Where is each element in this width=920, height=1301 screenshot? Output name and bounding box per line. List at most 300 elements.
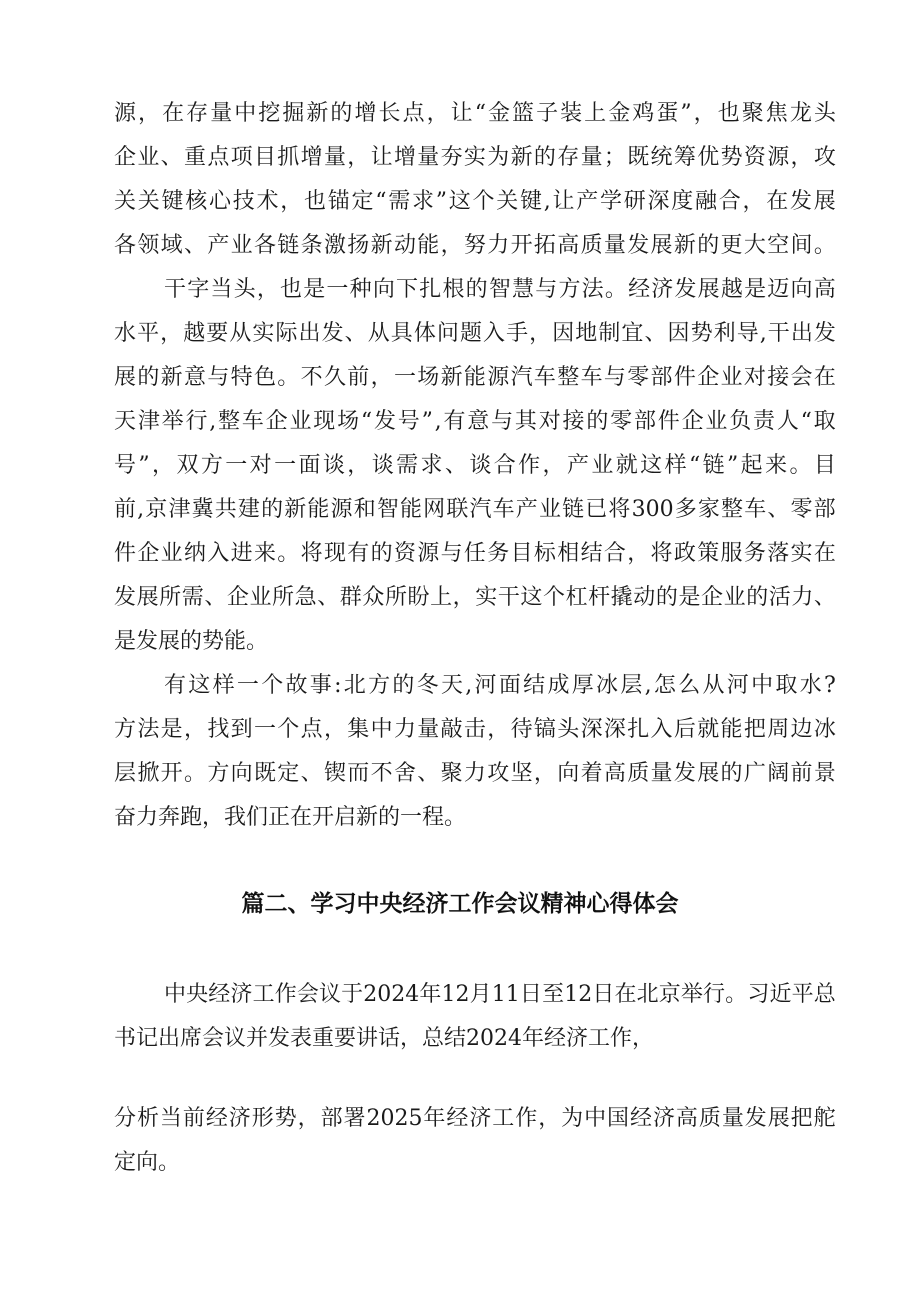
glyph: 后 xyxy=(673,717,696,742)
glyph: 来 xyxy=(765,453,788,478)
glyph: 迈 xyxy=(767,277,790,302)
glyph: 能 xyxy=(720,717,743,742)
glyph: 业 xyxy=(230,233,253,258)
glyph: “ xyxy=(474,101,486,126)
glyph: 的 xyxy=(370,541,393,566)
glyph: 是 xyxy=(303,277,326,302)
glyph: 势 xyxy=(274,1106,297,1131)
glyph: ， xyxy=(347,453,370,478)
glyph: 上 xyxy=(584,101,607,126)
glyph: 样 xyxy=(212,673,235,698)
glyph: 有 xyxy=(443,409,466,434)
glyph: ， xyxy=(487,717,510,742)
glyph: 核 xyxy=(185,189,208,214)
text-line xyxy=(114,99,836,129)
glyph: 人 xyxy=(776,409,799,434)
glyph: 发 xyxy=(813,321,836,346)
glyph: 件 xyxy=(673,365,696,390)
glyph: 部 xyxy=(633,409,656,434)
glyph: 、 xyxy=(317,585,340,610)
glyph: 场 xyxy=(417,365,440,390)
glyph: 智 xyxy=(488,277,511,302)
glyph: 一 xyxy=(225,453,248,478)
glyph: 键 xyxy=(519,189,542,214)
glyph: 个 xyxy=(261,673,284,698)
glyph: 津 xyxy=(137,409,160,434)
glyph: ” xyxy=(138,453,150,478)
glyph: 将 xyxy=(300,541,323,566)
glyph: 车 xyxy=(580,365,603,390)
glyph: 定 xyxy=(277,761,300,786)
glyph: 政 xyxy=(673,541,696,566)
text-line xyxy=(114,495,836,525)
glyph: 杠 xyxy=(565,585,588,610)
glyph: 一 xyxy=(326,277,349,302)
glyph: 向 xyxy=(230,761,253,786)
glyph: 发 xyxy=(674,277,697,302)
glyph: 月 xyxy=(469,982,492,1007)
glyph: 发 xyxy=(627,233,650,258)
glyph: 量 xyxy=(210,101,233,126)
glyph: 法 xyxy=(137,717,160,742)
glyph: 件 xyxy=(657,409,680,434)
glyph: 津 xyxy=(168,497,191,522)
glyph: 慧 xyxy=(512,277,535,302)
glyph: 经 xyxy=(208,982,231,1007)
glyph: 术 xyxy=(256,189,279,214)
glyph: 广 xyxy=(743,761,766,786)
glyph: ， xyxy=(529,321,552,346)
glyph: 的 xyxy=(746,585,769,610)
glyph: 研 xyxy=(623,189,646,214)
glyph: 到 xyxy=(230,717,253,742)
glyph: 攻 xyxy=(487,761,510,786)
glyph: 实 xyxy=(463,145,486,170)
glyph: 部 xyxy=(320,1106,343,1131)
glyph: 天 xyxy=(114,409,137,434)
glyph: 的 xyxy=(261,497,284,522)
glyph: 体 xyxy=(413,321,436,346)
glyph: 行 xyxy=(185,409,208,434)
glyph: 源 xyxy=(114,101,137,126)
glyph: 共 xyxy=(214,497,237,522)
glyph: 存 xyxy=(557,145,580,170)
glyph: 发 xyxy=(373,409,396,434)
glyph: 企 xyxy=(697,365,720,390)
glyph: 篮 xyxy=(512,101,535,126)
glyph: 新 xyxy=(673,233,696,258)
glyph: 需 xyxy=(388,189,411,214)
glyph: 制 xyxy=(598,321,621,346)
glyph: 中 xyxy=(370,717,393,742)
glyph: 网 xyxy=(423,497,446,522)
glyph: 故 xyxy=(285,673,308,698)
glyph: 既 xyxy=(253,761,276,786)
glyph: 的 xyxy=(137,365,160,390)
glyph: 让 xyxy=(552,189,575,214)
glyph: 新 xyxy=(306,101,329,126)
glyph: 冰 xyxy=(813,717,836,742)
glyph: 举 xyxy=(680,982,703,1007)
glyph: 日 xyxy=(519,982,542,1007)
glyph: 有 xyxy=(347,541,370,566)
glyph: 一 xyxy=(274,453,297,478)
glyph: 冬 xyxy=(416,673,439,698)
glyph: 的 xyxy=(586,409,609,434)
glyph: 层 xyxy=(620,673,643,698)
glyph: 字 xyxy=(187,277,210,302)
glyph: 蛋 xyxy=(656,101,679,126)
text-line: 是发展的势能。 xyxy=(114,629,269,654)
glyph: 对 xyxy=(249,453,272,478)
glyph: 谈 xyxy=(469,453,492,478)
glyph: 多 xyxy=(674,497,697,522)
glyph: 发 xyxy=(744,1106,767,1131)
glyph: 深 xyxy=(647,189,670,214)
glyph: 找 xyxy=(207,717,230,742)
glyph: ， xyxy=(280,189,303,214)
glyph: 链 xyxy=(702,453,725,478)
glyph: 家 xyxy=(697,497,720,522)
glyph: 号 xyxy=(114,453,137,478)
glyph: 坚 xyxy=(510,761,533,786)
glyph: 、 xyxy=(344,321,367,346)
glyph: 地 xyxy=(575,321,598,346)
glyph: 工 xyxy=(252,982,275,1007)
text-line: 奋力奔跑，我们正在开启新的一程。 xyxy=(114,805,467,830)
glyph: 将 xyxy=(650,541,673,566)
glyph: 署 xyxy=(343,1106,366,1131)
glyph: 久 xyxy=(323,365,346,390)
glyph: 至 xyxy=(542,982,565,1007)
glyph: 点 xyxy=(402,101,425,126)
glyph: 就 xyxy=(697,717,720,742)
glyph: 展 xyxy=(136,585,159,610)
text-line xyxy=(164,275,836,305)
glyph: 析 xyxy=(136,1106,159,1131)
glyph: ， xyxy=(138,101,161,126)
glyph: 为 xyxy=(487,145,510,170)
glyph: 从 xyxy=(229,321,252,346)
glyph: 高 xyxy=(813,277,836,302)
text-line xyxy=(164,980,836,1010)
glyph: 量 xyxy=(580,145,603,170)
glyph: 前 xyxy=(182,1106,205,1131)
glyph: 分 xyxy=(114,1106,137,1131)
glyph: 济 xyxy=(230,982,253,1007)
glyph: 筹 xyxy=(673,145,696,170)
glyph: 有 xyxy=(164,673,187,698)
glyph: 求 xyxy=(420,453,443,478)
glyph: ， xyxy=(538,1106,561,1131)
glyph: 2025 xyxy=(366,1106,423,1131)
glyph: 业 xyxy=(591,453,614,478)
glyph: 经 xyxy=(630,1106,653,1131)
glyph: 双 xyxy=(176,453,199,478)
glyph: 更 xyxy=(720,233,743,258)
glyph: 产 xyxy=(566,453,589,478)
glyph: 点 xyxy=(207,145,230,170)
glyph: 当 xyxy=(159,1106,182,1131)
glyph: 和 xyxy=(353,497,376,522)
glyph: 量 xyxy=(417,717,440,742)
glyph: 展 xyxy=(650,233,673,258)
glyph: 聚 xyxy=(741,101,764,126)
glyph: 这 xyxy=(448,189,471,214)
glyph: 干 xyxy=(497,585,520,610)
glyph: 标 xyxy=(533,541,556,566)
glyph: 谈 xyxy=(371,453,394,478)
glyph: 产 xyxy=(515,497,538,522)
glyph: 关 xyxy=(496,189,519,214)
text-line xyxy=(114,539,836,569)
glyph: 形 xyxy=(251,1106,274,1131)
glyph: 增 xyxy=(300,145,323,170)
glyph: 成 xyxy=(547,673,570,698)
text-line xyxy=(114,319,836,349)
text-line xyxy=(114,231,836,261)
glyph: 因 xyxy=(667,321,690,346)
glyph: 手 xyxy=(506,321,529,346)
glyph: 撬 xyxy=(610,585,633,610)
glyph: 目 xyxy=(813,453,836,478)
glyph: 汽 xyxy=(510,365,533,390)
glyph: 量 xyxy=(650,761,673,786)
glyph: 济 xyxy=(652,1106,675,1131)
glyph: 题 xyxy=(459,321,482,346)
glyph: 种 xyxy=(349,277,372,302)
glyph: 取 xyxy=(813,409,836,434)
glyph: 部 xyxy=(813,497,836,522)
glyph: 扎 xyxy=(419,277,442,302)
glyph: 敲 xyxy=(440,717,463,742)
text-line xyxy=(114,1104,836,1134)
glyph: 际 xyxy=(275,321,298,346)
glyph: 众 xyxy=(362,585,385,610)
glyph: 智 xyxy=(376,497,399,522)
glyph: 增 xyxy=(393,145,416,170)
glyph: 高 xyxy=(557,233,580,258)
glyph: 资 xyxy=(393,541,416,566)
glyph: 存 xyxy=(186,101,209,126)
glyph: 长 xyxy=(378,101,401,126)
glyph: 干 xyxy=(164,277,187,302)
glyph: 链 xyxy=(277,233,300,258)
glyph: 也 xyxy=(304,189,327,214)
glyph: 盼 xyxy=(407,585,430,610)
glyph: 合 xyxy=(603,541,626,566)
glyph: 也 xyxy=(717,101,740,126)
glyph: 与 xyxy=(603,365,626,390)
glyph: 整 xyxy=(218,409,241,434)
glyph: “ xyxy=(688,453,701,478)
glyph: 责 xyxy=(753,409,776,434)
glyph: 总 xyxy=(813,982,836,1007)
glyph: 行 xyxy=(703,982,726,1007)
glyph: 急 xyxy=(294,585,317,610)
glyph: 阔 xyxy=(767,761,790,786)
glyph: 质 xyxy=(698,1106,721,1131)
glyph: 落 xyxy=(767,541,790,566)
glyph: 进 xyxy=(230,541,253,566)
glyph: 干 xyxy=(767,321,790,346)
glyph: ， xyxy=(790,145,813,170)
glyph: 入 xyxy=(483,321,506,346)
glyph: 空 xyxy=(767,233,790,258)
text-line xyxy=(164,671,836,701)
glyph: 与 xyxy=(440,541,463,566)
glyph: 任 xyxy=(463,541,486,566)
glyph: 方 xyxy=(114,717,137,742)
glyph: 源 xyxy=(487,365,510,390)
glyph: 零 xyxy=(790,497,813,522)
glyph: 在 xyxy=(614,982,637,1007)
glyph: 。 xyxy=(725,982,748,1007)
glyph: 的 xyxy=(533,145,556,170)
glyph: 年 xyxy=(423,1106,446,1131)
glyph: 源 xyxy=(417,541,440,566)
glyph: 产 xyxy=(207,233,230,258)
glyph: 习 xyxy=(747,982,770,1007)
glyph: 不 xyxy=(370,761,393,786)
glyph: 展 xyxy=(813,189,836,214)
glyph: 其 xyxy=(514,409,537,434)
text-line xyxy=(114,759,836,789)
glyph: 入 xyxy=(650,717,673,742)
glyph: 水 xyxy=(114,321,137,346)
glyph: 业 xyxy=(289,409,312,434)
glyph: 在 xyxy=(766,189,789,214)
glyph: 12 xyxy=(441,982,470,1007)
glyph: 将 xyxy=(608,497,631,522)
glyph: 求 xyxy=(411,189,434,214)
glyph: 平 xyxy=(137,321,160,346)
glyph: 越 xyxy=(720,277,743,302)
glyph: 新 xyxy=(440,365,463,390)
text-line xyxy=(114,363,836,393)
glyph: 因 xyxy=(552,321,575,346)
glyph: 量 xyxy=(417,145,440,170)
glyph: 业 xyxy=(137,145,160,170)
glyph: 为 xyxy=(561,1106,584,1131)
glyph: 发 xyxy=(114,585,137,610)
glyph: 作 xyxy=(515,1106,538,1131)
glyph: 镐 xyxy=(533,717,556,742)
glyph: 接 xyxy=(562,409,585,434)
glyph: 舍 xyxy=(393,761,416,786)
glyph: 击 xyxy=(463,717,486,742)
glyph: 、 xyxy=(767,497,790,522)
glyph: 与 xyxy=(491,409,514,434)
glyph: 资 xyxy=(743,145,766,170)
glyph: 件 xyxy=(114,541,137,566)
glyph: 所 xyxy=(159,585,182,610)
glyph: ， xyxy=(440,233,463,258)
glyph: ， xyxy=(370,365,393,390)
glyph: 向 xyxy=(557,761,580,786)
glyph: , xyxy=(434,409,442,434)
glyph: 企 xyxy=(114,145,137,170)
glyph: , xyxy=(759,321,767,346)
text-line xyxy=(114,583,836,613)
glyph: 学 xyxy=(599,189,622,214)
glyph: 力 xyxy=(791,585,814,610)
glyph: ， xyxy=(152,453,175,478)
glyph: 锲 xyxy=(323,761,346,786)
glyph: 现 xyxy=(323,541,346,566)
glyph: 新 xyxy=(160,365,183,390)
glyph: 从 xyxy=(702,673,725,698)
glyph: 12 xyxy=(564,982,593,1007)
glyph: ? xyxy=(823,673,836,698)
glyph: 结 xyxy=(580,541,603,566)
glyph: 优 xyxy=(697,145,720,170)
glyph: 能 xyxy=(417,233,440,258)
glyph: 既 xyxy=(627,145,650,170)
glyph: ” xyxy=(727,453,739,478)
glyph: 统 xyxy=(650,145,673,170)
glyph: 实 xyxy=(252,321,275,346)
glyph: 是 xyxy=(744,277,767,302)
glyph: 关 xyxy=(114,189,137,214)
glyph: 开 xyxy=(160,761,183,786)
glyph: 一 xyxy=(236,673,259,698)
glyph: 具 xyxy=(390,321,413,346)
glyph: 出 xyxy=(298,321,321,346)
glyph: 务 xyxy=(487,541,510,566)
glyph: 问 xyxy=(436,321,459,346)
text-line xyxy=(114,187,836,217)
glyph: 锚 xyxy=(327,189,350,214)
glyph: 、 xyxy=(644,321,667,346)
glyph: 链 xyxy=(562,497,585,522)
glyph: 活 xyxy=(768,585,791,610)
glyph: 零 xyxy=(610,409,633,434)
glyph: 中 xyxy=(584,1106,607,1131)
glyph: 展 xyxy=(697,761,720,786)
glyph: 从 xyxy=(367,321,390,346)
glyph: 深 xyxy=(580,717,603,742)
glyph: 的 xyxy=(655,585,678,610)
glyph: 把 xyxy=(743,717,766,742)
glyph: , xyxy=(137,497,145,522)
glyph: 势 xyxy=(720,145,743,170)
glyph: 。 xyxy=(789,453,812,478)
glyph: 。 xyxy=(183,761,206,786)
glyph: 龙 xyxy=(789,101,812,126)
glyph: 业 xyxy=(720,365,743,390)
glyph: 动 xyxy=(633,585,656,610)
glyph: 重 xyxy=(183,145,206,170)
glyph: 是 xyxy=(160,717,183,742)
glyph: 这 xyxy=(188,673,211,698)
glyph: 、 xyxy=(300,761,323,786)
glyph: 头 xyxy=(233,277,256,302)
glyph: 当 xyxy=(210,277,233,302)
glyph: 待 xyxy=(510,717,533,742)
glyph: 舵 xyxy=(813,1106,836,1131)
glyph: 个 xyxy=(472,189,495,214)
glyph: 样 xyxy=(664,453,687,478)
glyph: 势 xyxy=(690,321,713,346)
glyph: 前 xyxy=(347,365,370,390)
glyph: 联 xyxy=(446,497,469,522)
glyph: 源 xyxy=(767,145,790,170)
glyph: 就 xyxy=(615,453,638,478)
glyph: 近 xyxy=(769,982,792,1007)
text-line xyxy=(114,715,836,745)
text-line xyxy=(114,407,836,437)
